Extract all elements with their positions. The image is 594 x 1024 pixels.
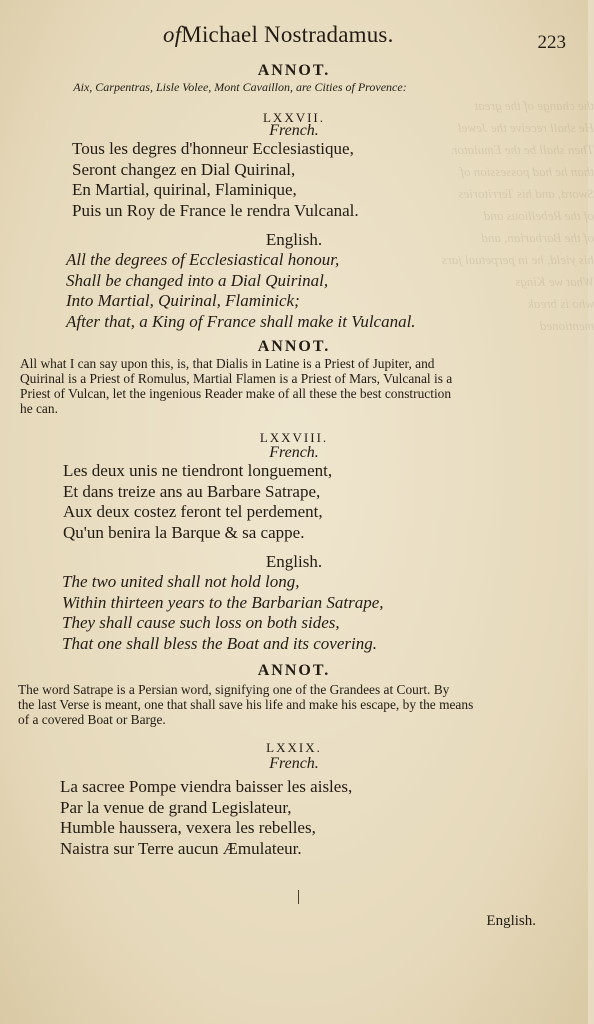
french-quatrain (60, 777, 352, 859)
prose-line: the last Verse is meant, one that shall save his life and make his escape, by the means (18, 697, 474, 712)
french-label: French. (269, 755, 319, 772)
catchword: English. (486, 913, 536, 929)
prose-line: The word Satrape is a Persian word, signifying one of the Grandees at Court. By (18, 682, 450, 697)
printer-mark (298, 890, 299, 904)
running-title-text: Michael Nostradamus. (181, 22, 394, 47)
verse-line: The two united shall not hold long, (62, 572, 300, 591)
english-quatrain (62, 572, 384, 654)
verse-line: Within thirteen years to the Barbarian Satrape, (62, 592, 384, 612)
running-title (163, 22, 394, 48)
verse-line: After that, a King of France shall make it Vulcanal. (66, 311, 416, 331)
verse-line: Shall be changed into a Dial Quirinal, (66, 270, 329, 290)
verse-line: Qu'un benira la Barque & sa cappe. (63, 522, 305, 542)
verse-line: Naistra sur Terre aucun Æmulateur. (60, 838, 302, 858)
english-label: English. (265, 552, 323, 571)
quatrain-number: LXXVII. (262, 110, 325, 125)
verse-line: En Martial, quirinal, Flaminique, (72, 180, 297, 199)
prose-line: Quirinal is a Priest of Romulus, Martial Flamen is a Priest of Mars, Vulcanal is a (20, 371, 453, 386)
quatrain-number: LXXVIII. (259, 430, 329, 445)
running-header (0, 20, 588, 60)
verse-line: Into Martial, Quirinal, Flaminick; (66, 291, 300, 310)
verse-line: All the degrees of Ecclesiastical honour, (66, 250, 340, 269)
running-title-prefix: of (163, 22, 182, 47)
french-quatrain (72, 139, 359, 221)
verse-line: Et dans treize ans au Barbare Satrape, (63, 481, 321, 501)
verse-line: Seront changez en Dial Quirinal, (72, 159, 296, 179)
annot-paragraph (20, 356, 530, 416)
show-through-text: the change of the great He shall receive the Jewel Then shall be the Emulator. than he had possession of Sword, and his Territories of the Rebellious and of the Barbarian, and his yield, he in perpetual jars What we Kings who is break mentioned (441, 98, 594, 333)
french-quatrain (63, 461, 332, 543)
annot-heading: ANNOT. (257, 338, 331, 355)
annot-paragraph (18, 682, 530, 727)
english-quatrain (66, 250, 416, 332)
verse-line: Les deux unis ne tiendront longuement, (63, 461, 333, 480)
verse-line: Aux deux costez feront tel perdement, (63, 502, 323, 521)
french-label: French. (269, 444, 319, 461)
annot-heading: ANNOT. (257, 662, 331, 679)
verse-line: Tous les degres d'honneur Ecclesiastique, (72, 139, 354, 158)
prose-line: Priest of Vulcan, let the ingenious Reader make of all these the best construction (20, 386, 452, 401)
french-label: French. (269, 122, 319, 139)
annot-note-top: Aix, Carpentras, Lisle Volee, Mont Cavaillon, are Cities of Provence: (73, 80, 407, 94)
verse-line: They shall cause such loss on both sides, (62, 613, 340, 632)
annot-heading-top: ANNOT. (257, 62, 331, 79)
verse-line: That one shall bless the Boat and its covering. (62, 633, 377, 653)
prose-line: of a covered Boat or Barge. (18, 712, 166, 727)
prose-line: All what I can say upon this, is, that Dialis in Latine is a Priest of Jupiter, and (20, 356, 435, 371)
verse-line: Puis un Roy de France le rendra Vulcanal. (72, 200, 359, 220)
verse-line: Par la venue de grand Legislateur, (60, 797, 292, 817)
verse-line: La sacree Pompe viendra baisser les aisles, (60, 777, 353, 796)
verse-line: Humble haussera, vexera les rebelles, (60, 818, 316, 837)
quatrain-number: LXXIX. (266, 740, 322, 755)
prose-line: he can. (20, 401, 58, 416)
page-number: 223 (537, 32, 566, 53)
english-label: English. (265, 230, 323, 249)
